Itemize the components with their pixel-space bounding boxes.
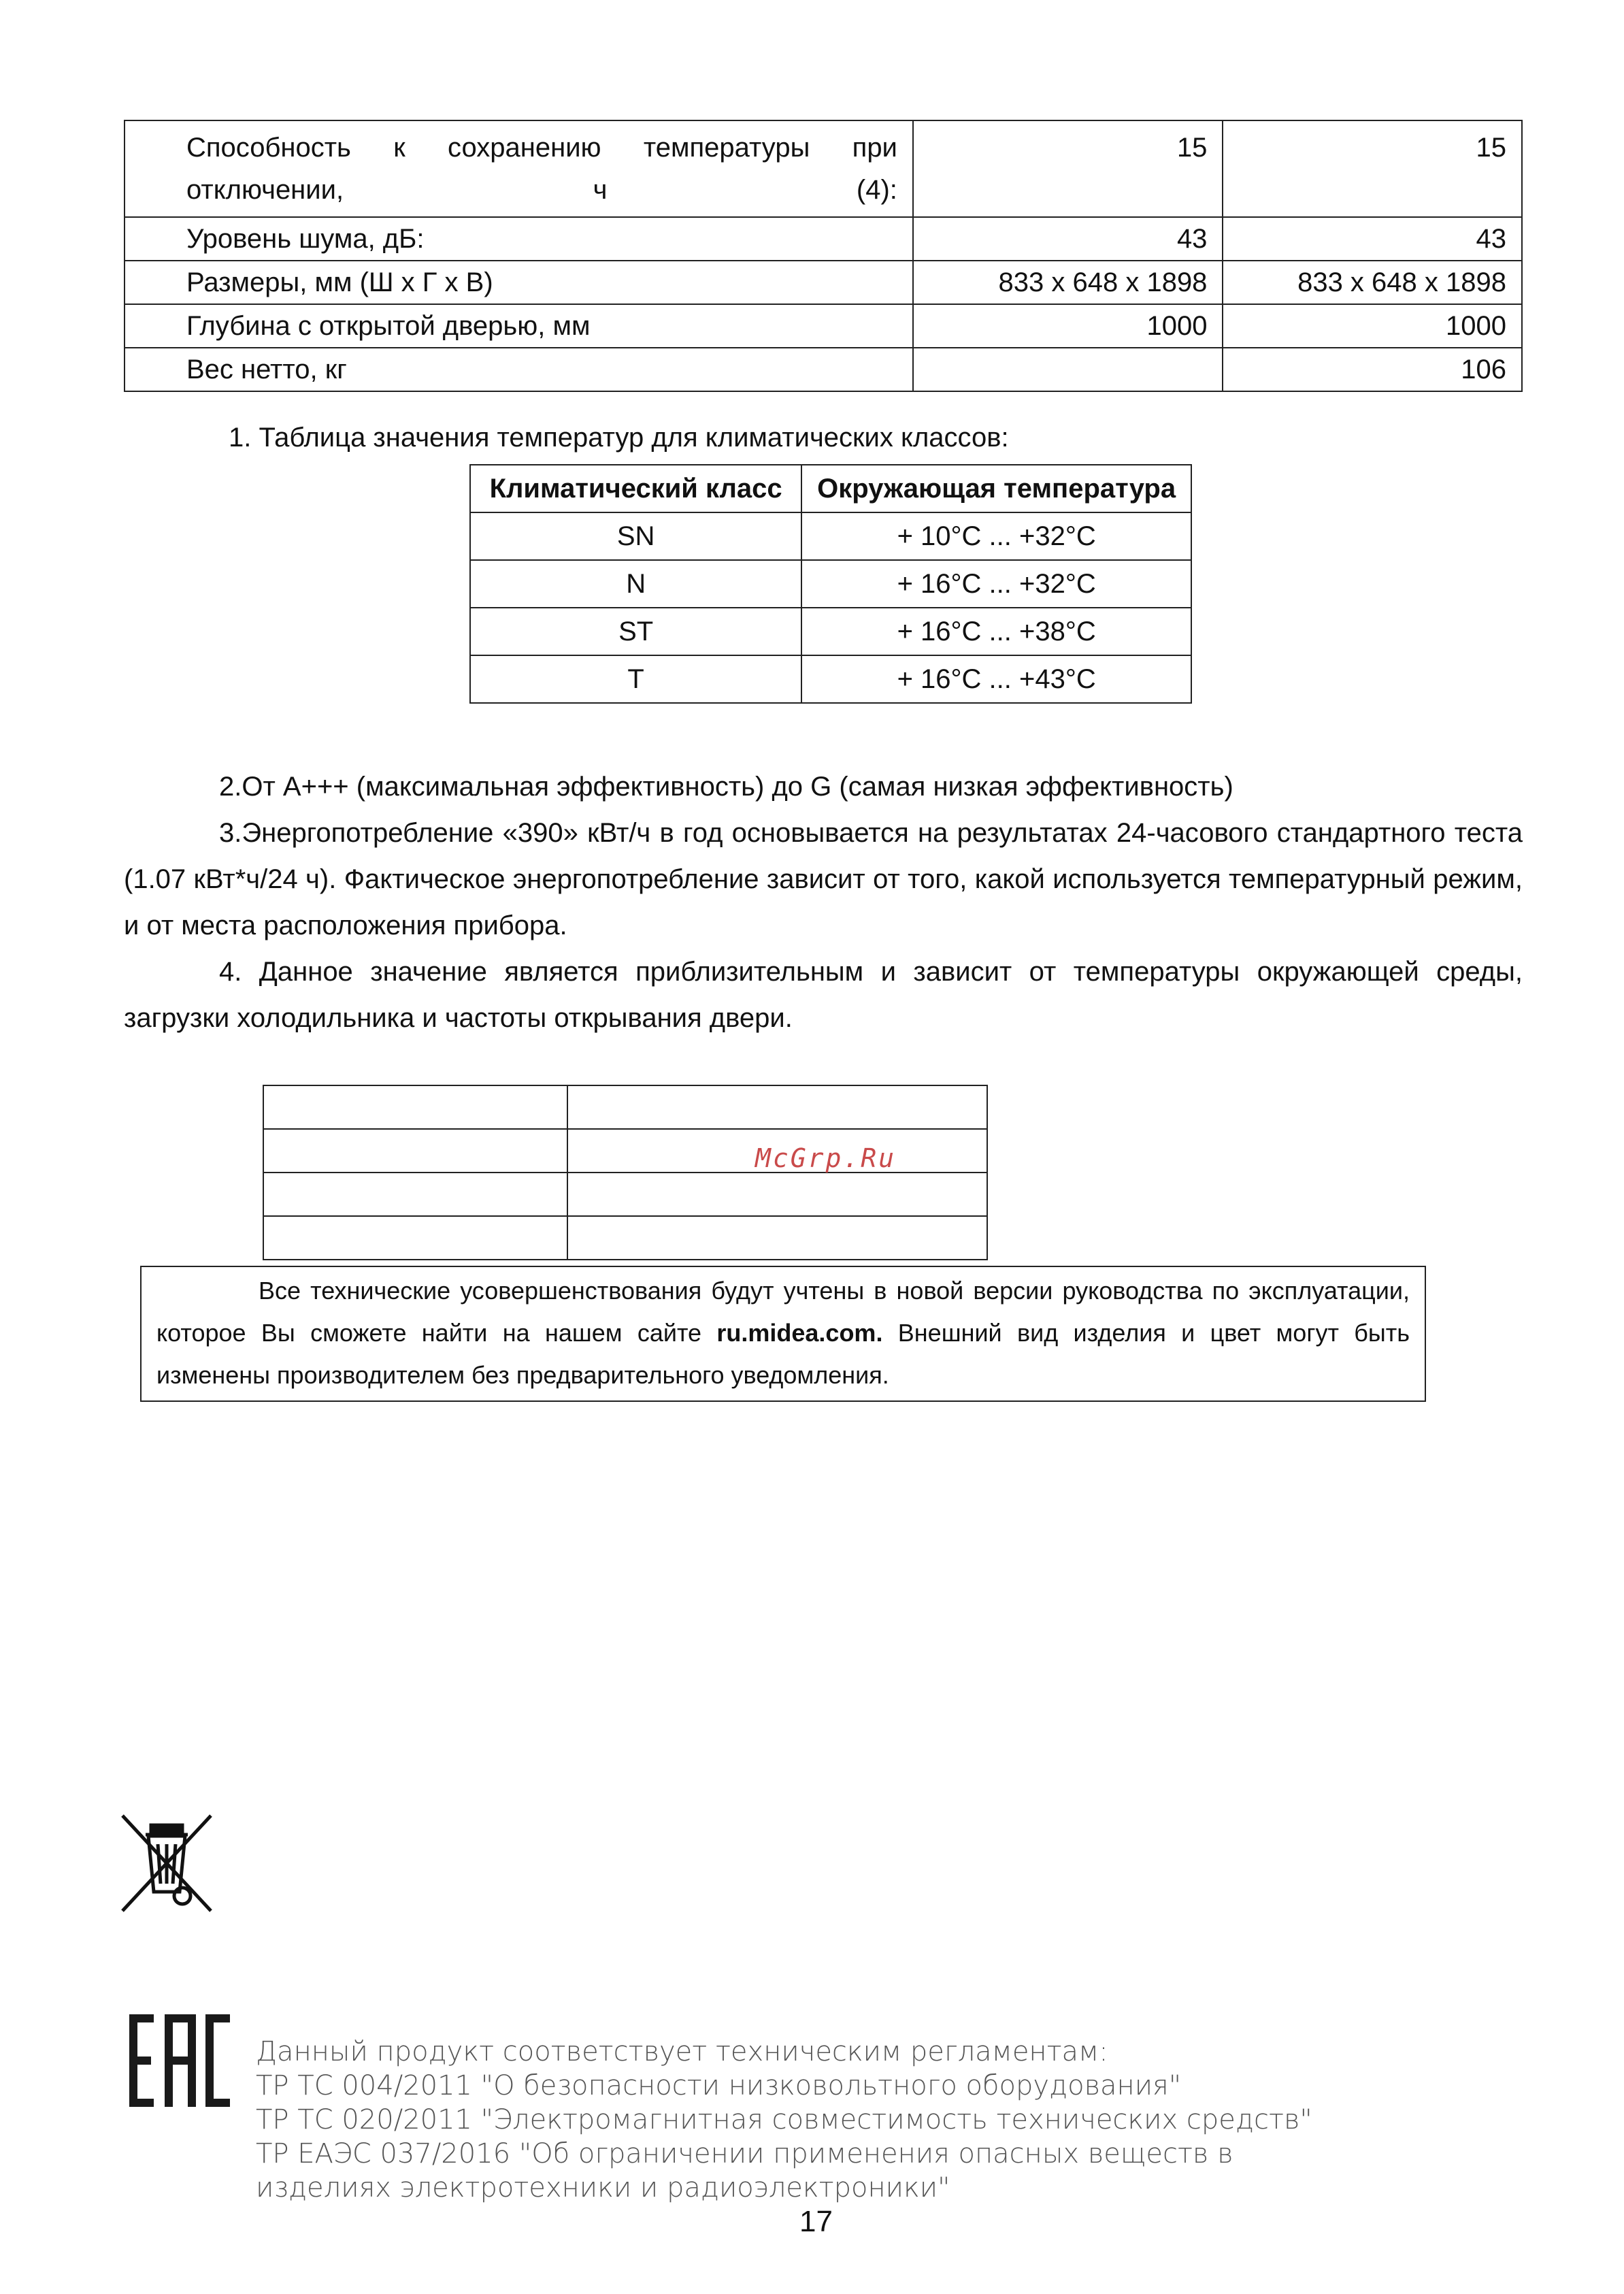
table-cell (263, 1085, 567, 1129)
spec-value: 106 (1223, 348, 1522, 391)
spec-label: Уровень шума, дБ: (125, 217, 913, 261)
watermark: McGrp.Ru (755, 1143, 897, 1173)
table-row (263, 1085, 987, 1129)
table-row (263, 1173, 987, 1216)
climate-table (469, 464, 1192, 704)
spec-label: Вес нетто, кг (125, 348, 913, 391)
spec-value: 43 (1223, 217, 1522, 261)
climate-class: N (470, 560, 801, 608)
spec-label: Глубина с открытой дверью, мм (125, 304, 913, 348)
table-cell (263, 1216, 567, 1260)
climate-temp: + 10°C ... +32°C (801, 512, 1191, 560)
climate-temp: + 16°C ... +38°C (801, 608, 1191, 655)
note-4: 4. Данное значение является приблизительным и зависит от температуры окружающей среды, загрузки холодильника и частоты открывания двери. (124, 957, 1523, 1033)
table-cell (567, 1085, 987, 1129)
table-cell (567, 1173, 987, 1216)
eac-mark-icon (129, 2014, 230, 2107)
table-row (125, 348, 1522, 391)
spec-label: Размеры, мм (Ш х Г х В) (125, 261, 913, 304)
table-row (125, 120, 1522, 217)
spec-value (913, 348, 1223, 391)
table-row (125, 304, 1522, 348)
climate-class: SN (470, 512, 801, 560)
table-row (263, 1216, 987, 1260)
table-row (470, 512, 1191, 560)
spec-value: 15 (913, 120, 1223, 217)
climate-temp: + 16°C ... +43°C (801, 655, 1191, 703)
compliance-line: изделиях электротехники и радиоэлектроники" (256, 2172, 950, 2203)
crossed-bin-icon (116, 1812, 218, 1914)
compliance-line: ТР ТС 004/2011 "О безопасности низковольтного оборудования" (256, 2070, 1182, 2101)
eac-logo (129, 2014, 230, 2110)
table-row (470, 655, 1191, 703)
site-link[interactable]: ru.midea.com. (716, 1319, 883, 1347)
table-cell (263, 1173, 567, 1216)
compliance-line: ТР ЕАЭС 037/2016 "Об ограничении применения опасных веществ в (256, 2138, 1233, 2169)
compliance-text (256, 2035, 1312, 2205)
table-row (125, 261, 1522, 304)
table-cell (263, 1129, 567, 1173)
table-header-row (470, 465, 1191, 512)
table-row (470, 560, 1191, 608)
header-ambient-temp: Окружающая температура (801, 465, 1191, 512)
page-number: 17 (799, 2205, 833, 2238)
note-2: 2.От А+++ (максимальная эффективность) до G (самая низкая эффективность) (219, 772, 1233, 802)
notice-box (140, 1266, 1426, 1402)
spec-value: 833 x 648 x 1898 (913, 261, 1223, 304)
climate-caption: 1. Таблица значения температур для климатических классов: (229, 423, 1009, 453)
table-cell (567, 1216, 987, 1260)
spec-label: Способность к сохранению температуры при отключении, ч (4): (125, 120, 913, 217)
header-climate-class: Климатический класс (470, 465, 801, 512)
spec-value: 1000 (1223, 304, 1522, 348)
spec-table (124, 120, 1523, 392)
notice-text (156, 1270, 1410, 1396)
spec-value: 43 (913, 217, 1223, 261)
compliance-line: Данный продукт соответствует техническим регламентам: (256, 2036, 1108, 2067)
table-row (470, 608, 1191, 655)
spec-value: 15 (1223, 120, 1522, 217)
climate-temp: + 16°C ... +32°C (801, 560, 1191, 608)
climate-class: ST (470, 608, 801, 655)
notice-text-before: Все технические усовершенствования будут учтены в новой версии руководства по эксплуатации, которое Вы сможете найти на нашем сайте (156, 1277, 1410, 1347)
climate-class: T (470, 655, 801, 703)
spec-value: 833 x 648 x 1898 (1223, 261, 1522, 304)
spec-value: 1000 (913, 304, 1223, 348)
table-row (125, 217, 1522, 261)
compliance-line: ТР ТС 020/2011 "Электромагнитная совместимость технических средств" (256, 2104, 1312, 2135)
notice-text-after: Внешний вид изделия и цвет могут быть изменены производителем без предварительного уведомления. (156, 1319, 1410, 1389)
note-3: 3.Энергопотребление «390» кВт/ч в год основывается на результатах 24-часового стандартного теста (1.07 кВт*ч/24 ч). Фактическое энергопотребление зависит от того, какой используется температурный режим, и от места расположения прибора. (124, 818, 1523, 940)
